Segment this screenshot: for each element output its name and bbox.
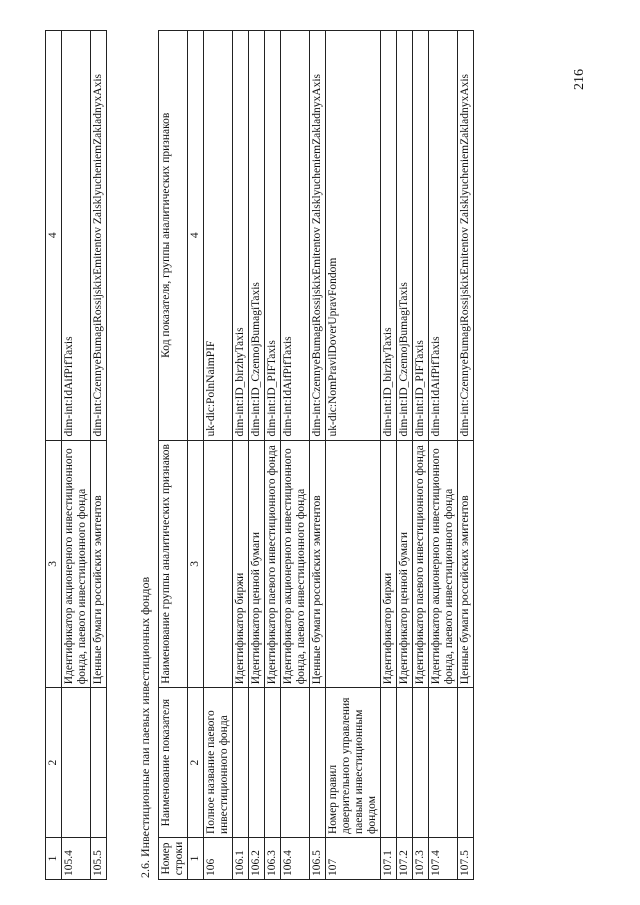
code-cell: dim-int:CzennyeBumagiRossijskixEmitentov ZalsklyucheniemZakladnyxAxis bbox=[310, 31, 326, 441]
code-cell: dim-int:IdAifPifTaxis bbox=[62, 31, 91, 441]
code-cell: dim-int:IdAifPifTaxis bbox=[429, 31, 458, 441]
group-name-cell: Идентификатор биржи bbox=[381, 440, 397, 688]
column-number-row bbox=[188, 31, 204, 880]
header-cell: Номер строки bbox=[159, 838, 188, 880]
indicator-name-cell: Полное название паевого инвестиционного фонда bbox=[204, 688, 233, 838]
row-number-cell: 106.5 bbox=[310, 838, 326, 880]
indicator-name-cell: Номер правил доверительного управления паевым инвестиционным фондом bbox=[326, 688, 381, 838]
header-cell: 1 bbox=[46, 838, 62, 880]
continuation-table bbox=[45, 30, 107, 880]
table-row bbox=[204, 31, 233, 880]
header-cell: 4 bbox=[46, 31, 62, 441]
header-cell: Наименование показателя bbox=[159, 688, 188, 838]
group-name-cell bbox=[204, 440, 233, 688]
group-name-cell bbox=[326, 440, 381, 688]
indicator-name-cell bbox=[310, 688, 326, 838]
group-name-cell: Идентификатор акционерного инвестиционного фонда, паевого инвестиционного фонда bbox=[62, 440, 91, 688]
indicator-name-cell bbox=[381, 688, 397, 838]
row-number-cell: 107.1 bbox=[381, 838, 397, 880]
table-row bbox=[91, 31, 107, 880]
row-number-cell: 106.3 bbox=[265, 838, 281, 880]
group-name-cell: Идентификатор акционерного инвестиционного фонда, паевого инвестиционного фонда bbox=[281, 440, 310, 688]
code-cell: dim-int:ID_birzhyTaxis bbox=[233, 31, 249, 441]
header-cell: 2 bbox=[188, 688, 204, 838]
row-number-cell: 107.4 bbox=[429, 838, 458, 880]
header-cell: 4 bbox=[188, 31, 204, 441]
column-number-row bbox=[46, 31, 62, 880]
table-row bbox=[62, 31, 91, 880]
row-number-cell: 107 bbox=[326, 838, 381, 880]
indicator-name-cell bbox=[265, 688, 281, 838]
header-cell: 3 bbox=[46, 440, 62, 688]
header-cell: 1 bbox=[188, 838, 204, 880]
code-cell: uk-dic:NomPravilDoverUpravFondom bbox=[326, 31, 381, 441]
indicator-name-cell bbox=[249, 688, 265, 838]
code-cell: dim-int:CzennyeBumagiRossijskixEmitentov ZalsklyucheniemZakladnyxAxis bbox=[91, 31, 107, 441]
header-cell: Наименование группы аналитических признаков bbox=[159, 440, 188, 688]
group-name-cell: Идентификатор ценной бумаги bbox=[397, 440, 413, 688]
code-cell: dim-int:IdAifPifTaxis bbox=[281, 31, 310, 441]
table-header-row bbox=[159, 31, 188, 880]
indicator-name-cell bbox=[233, 688, 249, 838]
group-name-cell: Идентификатор акционерного инвестиционного фонда, паевого инвестиционного фонда bbox=[429, 440, 458, 688]
page-number: 216 bbox=[572, 69, 587, 91]
group-name-cell: Ценные бумаги российских эмитентов bbox=[458, 440, 474, 688]
row-number-cell: 106.4 bbox=[281, 838, 310, 880]
group-name-cell: Идентификатор паевого инвестиционного фонда bbox=[413, 440, 429, 688]
row-number-cell: 107.2 bbox=[397, 838, 413, 880]
indicator-name-cell bbox=[397, 688, 413, 838]
code-cell: dim-int:ID_birzhyTaxis bbox=[381, 31, 397, 441]
row-number-cell: 107.5 bbox=[458, 838, 474, 880]
table-row bbox=[249, 31, 265, 880]
table-row bbox=[397, 31, 413, 880]
group-name-cell: Идентификатор ценной бумаги bbox=[249, 440, 265, 688]
row-number-cell: 106.1 bbox=[233, 838, 249, 880]
row-number-cell: 106.2 bbox=[249, 838, 265, 880]
code-cell: dim-int:ID_CzennojBumagiTaxis bbox=[397, 31, 413, 441]
group-name-cell: Идентификатор биржи bbox=[233, 440, 249, 688]
header-cell: 3 bbox=[188, 440, 204, 688]
row-number-cell: 105.5 bbox=[91, 838, 107, 880]
row-number-cell: 106 bbox=[204, 838, 233, 880]
indicator-name-cell bbox=[281, 688, 310, 838]
table-row bbox=[310, 31, 326, 880]
table-row bbox=[233, 31, 249, 880]
table-row bbox=[265, 31, 281, 880]
group-name-cell: Ценные бумаги российских эмитентов bbox=[310, 440, 326, 688]
code-cell: uk-dic:PolnNaimPIF bbox=[204, 31, 233, 441]
table-row bbox=[326, 31, 381, 880]
indicator-name-cell bbox=[413, 688, 429, 838]
header-cell: Код показателя, группы аналитических признаков bbox=[159, 31, 188, 441]
header-cell: 2 bbox=[46, 688, 62, 838]
rotated-page-content bbox=[40, 30, 540, 880]
code-cell: dim-int:ID_CzennojBumagiTaxis bbox=[249, 31, 265, 441]
indicator-name-cell bbox=[62, 688, 91, 838]
indicator-name-cell bbox=[91, 688, 107, 838]
table-row bbox=[281, 31, 310, 880]
row-number-cell: 105.4 bbox=[62, 838, 91, 880]
table-row bbox=[458, 31, 474, 880]
indicator-name-cell bbox=[429, 688, 458, 838]
group-name-cell: Ценные бумаги российских эмитентов bbox=[91, 440, 107, 688]
table-row bbox=[429, 31, 458, 880]
code-cell: dim-int:ID_PIFTaxis bbox=[265, 31, 281, 441]
table-row bbox=[413, 31, 429, 880]
code-cell: dim-int:CzennyeBumagiRossijskixEmitentov ZalsklyucheniemZakladnyxAxis bbox=[458, 31, 474, 441]
section-title: 2.6. Инвестиционные паи паевых инвестиционных фондов bbox=[138, 576, 152, 878]
table-row bbox=[381, 31, 397, 880]
investment-units-table bbox=[158, 30, 474, 880]
indicator-name-cell bbox=[458, 688, 474, 838]
code-cell: dim-int:ID_PIFTaxis bbox=[413, 31, 429, 441]
group-name-cell: Идентификатор паевого инвестиционного фонда bbox=[265, 440, 281, 688]
row-number-cell: 107.3 bbox=[413, 838, 429, 880]
